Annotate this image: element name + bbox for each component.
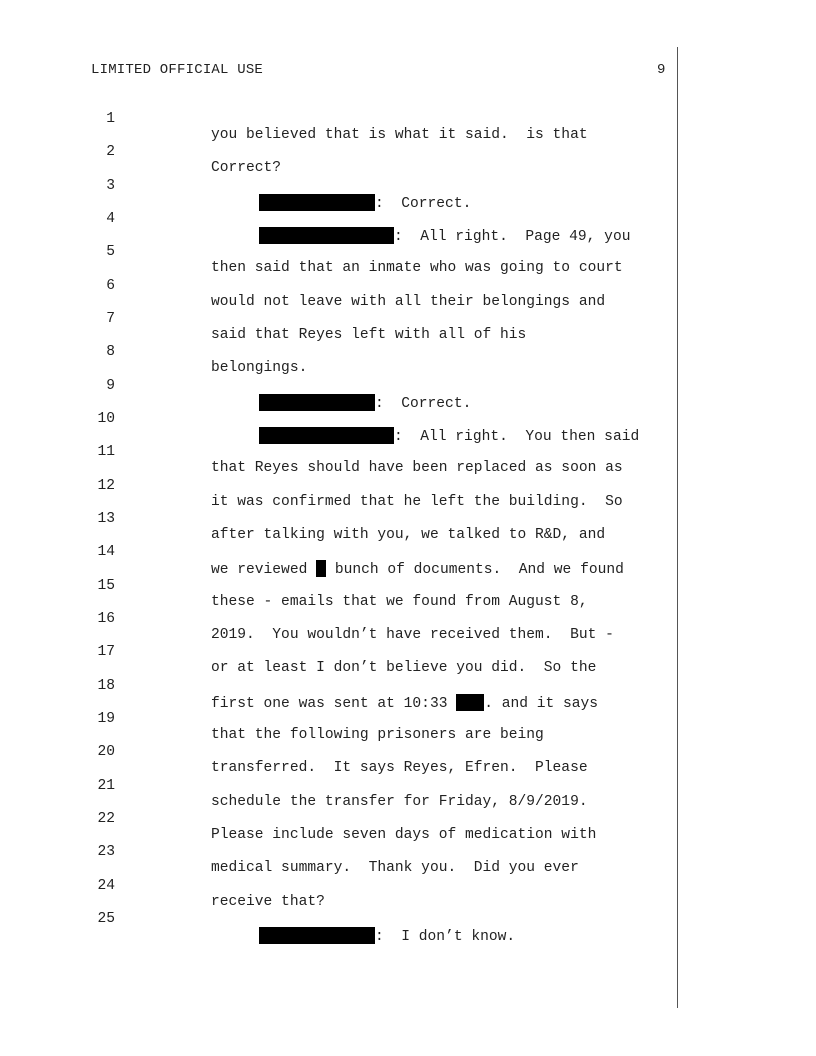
- line-number: 17: [97, 644, 115, 660]
- redaction-box: [259, 227, 394, 244]
- line-text: : Correct.: [375, 196, 472, 212]
- line-number: 18: [97, 678, 115, 694]
- line-number: 14: [97, 544, 115, 560]
- page-number: 9: [657, 62, 666, 78]
- line-text: that Reyes should have been replaced as soon as: [211, 460, 623, 476]
- line-number: 8: [106, 344, 115, 360]
- line-number: 7: [106, 311, 115, 327]
- line-number: 10: [97, 411, 115, 427]
- line-number: 1: [106, 111, 115, 127]
- line-text: Correct?: [211, 160, 282, 176]
- line-text: : Correct.: [375, 396, 472, 412]
- line-text: would not leave with all their belongings and: [211, 294, 606, 310]
- line-number: 6: [106, 278, 115, 294]
- line-text: belongings.: [211, 360, 308, 376]
- line-number: 2: [106, 144, 115, 160]
- transcript-line: [0, 128, 282, 176]
- line-text: that the following prisoners are being: [211, 727, 544, 743]
- redaction-box: [316, 560, 326, 577]
- line-number: 24: [97, 878, 115, 894]
- line-text: Please include seven days of medication with: [211, 827, 597, 843]
- line-text: we reviewed: [211, 562, 317, 578]
- line-number: 11: [97, 444, 115, 460]
- redaction-box: [259, 427, 394, 444]
- line-number: 21: [97, 778, 115, 794]
- redaction-box: [259, 394, 375, 411]
- redaction-box: [456, 694, 484, 711]
- line-text: you believed that is what it said. is that: [211, 127, 588, 143]
- line-text: medical summary. Thank you. Did you ever: [211, 860, 579, 876]
- classification-header: LIMITED OFFICIAL USE: [91, 62, 264, 78]
- line-number: 5: [106, 244, 115, 260]
- line-text: bunch of documents. And we found: [326, 562, 624, 578]
- line-number: 16: [97, 611, 115, 627]
- line-text: : All right. You then said: [394, 429, 640, 445]
- line-text: first one was sent at 10:33: [211, 696, 457, 712]
- line-text: after talking with you, we talked to R&D, and: [211, 527, 606, 543]
- line-text: 2019. You wouldn’t have received them. But -: [211, 627, 614, 643]
- line-text: then said that an inmate who was going to court: [211, 260, 623, 276]
- redaction-box: [259, 927, 375, 944]
- line-number: 22: [97, 811, 115, 827]
- line-text: schedule the transfer for Friday, 8/9/2019.: [211, 794, 588, 810]
- line-number: 20: [97, 744, 115, 760]
- line-text: it was confirmed that he left the building. So: [211, 494, 623, 510]
- line-text: : I don’t know.: [375, 929, 516, 945]
- line-text: these - emails that we found from August 8,: [211, 594, 588, 610]
- line-text: said that Reyes left with all of his: [211, 327, 527, 343]
- right-margin-rule: [677, 47, 678, 1008]
- redaction-box: [259, 194, 375, 211]
- line-number: 4: [106, 211, 115, 227]
- line-number: 3: [106, 178, 115, 194]
- line-text: receive that?: [211, 894, 325, 910]
- transcript-line: [0, 95, 588, 143]
- transcript-line: [0, 162, 472, 212]
- line-number: 23: [97, 844, 115, 860]
- line-text: . and it says: [484, 696, 599, 712]
- line-number: 15: [97, 578, 115, 594]
- line-text: : All right. Page 49, you: [394, 229, 631, 245]
- line-number: 19: [97, 711, 115, 727]
- line-number: 13: [97, 511, 115, 527]
- line-text: transferred. It says Reyes, Efren. Please: [211, 760, 588, 776]
- line-number: 12: [97, 478, 115, 494]
- transcript-line: [0, 328, 308, 376]
- line-text: or at least I don’t believe you did. So the: [211, 660, 597, 676]
- transcript-line: [0, 862, 325, 910]
- line-number: 25: [97, 911, 115, 927]
- line-number: 9: [106, 378, 115, 394]
